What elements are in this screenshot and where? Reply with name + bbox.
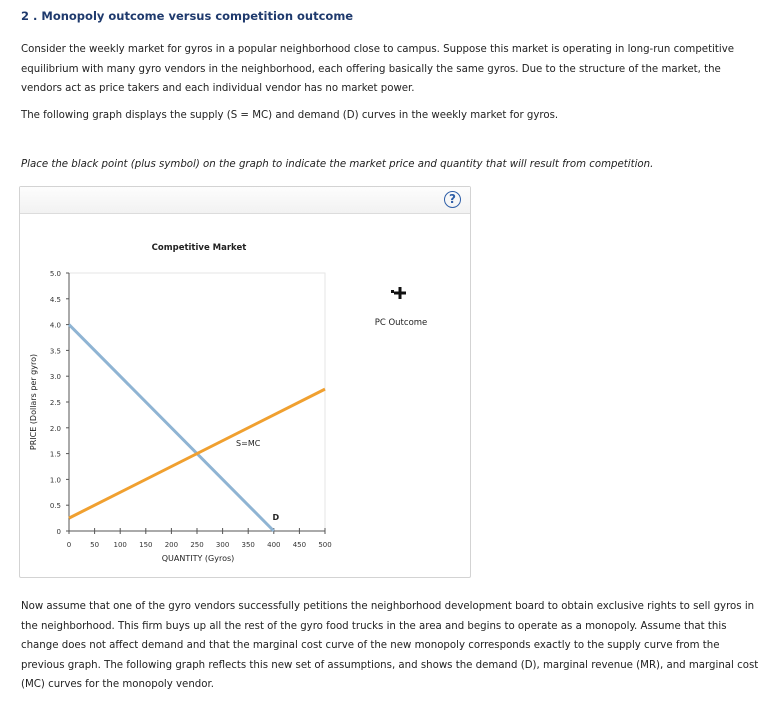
series-line-s-mc[interactable] [69,389,325,518]
y-tick-label: 1.0 [49,476,61,485]
y-axis-label: PRICE (Dollars per gyro) [29,353,38,451]
plot-frame [69,273,325,531]
graph-panel [19,186,471,578]
x-tick-label: 500 [318,541,332,549]
x-axis-label: QUANTITY (Gyros) [161,554,235,563]
x-tick-label: 0 [66,541,72,549]
instruction-paragraph: Place the black point (plus symbol) on the graph to indicate the market price and quantity that will result from competition. [21,159,654,170]
x-tick-label: 250 [190,541,204,549]
x-tick-label: 300 [215,541,230,549]
x-tick-label: 50 [90,541,100,549]
question-heading: 2 . Monopoly outcome versus competition outcome [21,9,354,23]
followup-paragraph: Now assume that one of the gyro vendors successfully petitions the neighborhood development board to obtain exclusive rights to sell gyros in the neighborhood. This firm buys up all the rest of the gyro food trucks in the area and begins to operate as a monopoly. Assume that this change does not affect demand and that the marginal cost curve of the new monopoly corresponds exactly to the supply curve from the previous graph. The following graph reflects this new set of assumptions, and shows the demand (D), marginal revenue (MR), and marginal cost (MC) curves for the monopoly vendor. [21,601,759,690]
series-line-d[interactable] [69,325,274,531]
y-tick-label: 5.0 [49,270,61,278]
y-tick-label: 2.0 [49,424,61,433]
intro-paragraph: Consider the weekly market for gyros in a popular neighborhood close to campus. Suppose this market is operating in long-run competitive equilibrium with many gyro vendors in the neighborhood, each offering basically the same gyros. Due to the structure of the market, the vendors act as price takers and each individual vendor has no market power. [21,44,735,94]
competitive-market-chart [20,187,470,577]
series-labels [236,439,279,522]
x-tick-label: 200 [164,541,179,549]
y-tick-label: 3.0 [49,373,61,382]
pc-outcome-label: PC Outcome [374,318,428,328]
graph-intro-paragraph: The following graph displays the supply (S = MC) and demand (D) curves in the weekly market for gyros. [21,110,559,121]
supply-curve-label: S=MC [236,438,261,448]
plus-icon [394,287,406,299]
y-tick-label: 4.0 [49,321,61,330]
y-tick-label: 0 [56,528,61,536]
demand-curve-label: D [272,513,280,523]
y-tick-label: 2.5 [49,399,61,407]
x-tick-label: 450 [292,541,307,549]
pc-outcome-tool[interactable] [391,287,406,299]
y-tick-label: 0.5 [49,502,61,511]
y-tick-label: 3.5 [49,347,61,356]
series-lines [69,325,325,531]
grid-lines [69,273,325,531]
x-tick-label: 400 [267,541,281,549]
x-tick-label: 350 [241,541,255,549]
x-tick-label: 150 [139,541,153,549]
y-tick-label: 1.5 [49,450,61,459]
y-tick-label: 4.5 [49,295,61,304]
chart-title: Competitive Market [151,243,247,253]
help-icon[interactable]: ? [444,191,461,208]
pc-outcome-dot [391,290,394,293]
x-tick-label: 100 [113,541,127,549]
